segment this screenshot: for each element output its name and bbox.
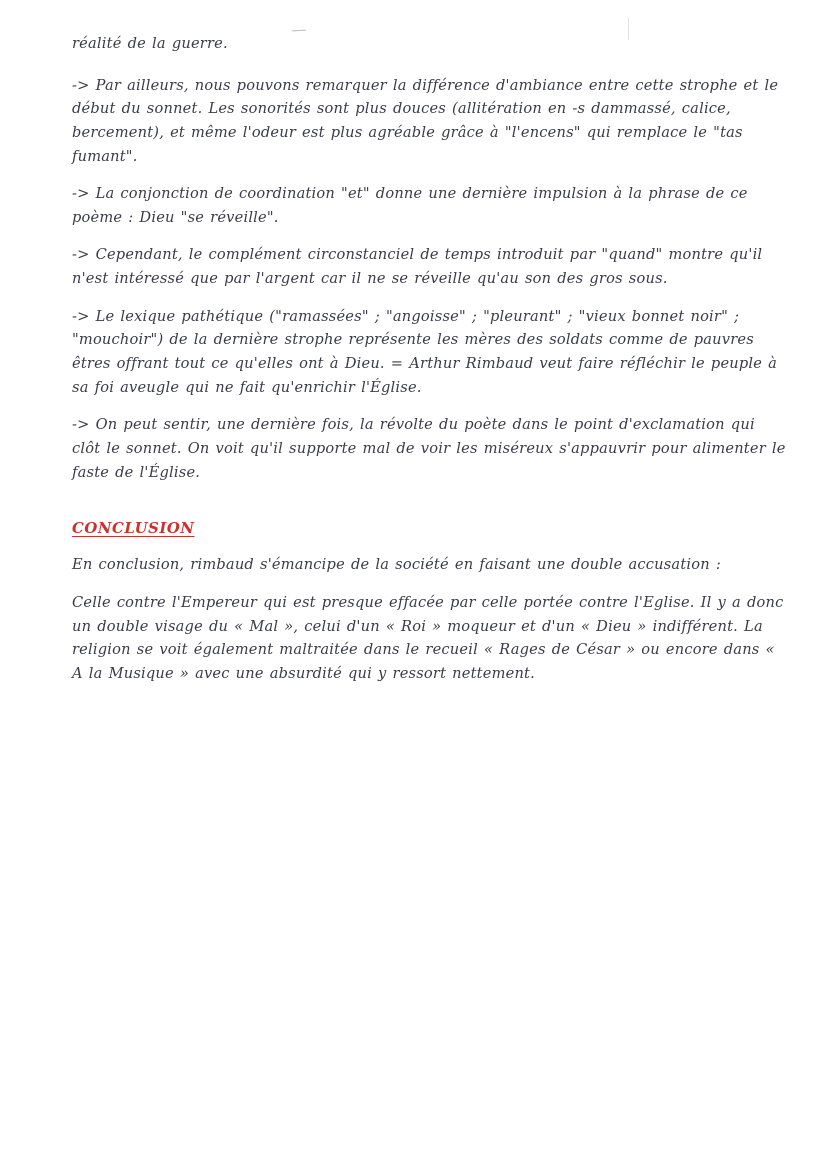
document-body: [72, 32, 788, 685]
conclusion-heading: CONCLUSION: [72, 520, 195, 538]
paragraph-conjonction: -> La conjonction de coordination "et" donne une dernière impulsion à la phrase de ce poème : Dieu "se réveille".: [72, 185, 748, 226]
paragraph-conclusion-body: Celle contre l'Empereur qui est presque effacée par celle portée contre l'Eglise. Il y a donc un double visage du « Mal », celui d'un « Roi » moqueur et d'un « Dieu » indifférent. La religion se voit également maltraitée dans le recueil « Rages de César » ou encore dans « A la Musique » avec une absurdité qui y ressort nettement.: [72, 593, 784, 682]
paragraph-par-ailleurs: -> Par ailleurs, nous pouvons remarquer la différence d'ambiance entre cette strophe et le début du sonnet. Les sonorités sont plus douces (allitération en -s dammassé, calice, bercement), et même l'odeur est plus agréable grâce à "l'encens" qui remplace le "tas fumant".: [72, 76, 779, 165]
conclusion-heading-row: [72, 498, 788, 553]
paragraph-on-peut-sentir: -> On peut sentir, une dernière fois, la révolte du poète dans le point d'exclamation qui clôt le sonnet. On voit qu'il supporte mal de voir les miséreux s'appauvrir pour alimenter le faste de l'Église.: [72, 416, 786, 481]
paragraph-conclusion-intro: En conclusion, rimbaud s'émancipe de la société en faisant une double accusation :: [72, 556, 721, 574]
stray-vertical-mark-icon: [628, 18, 629, 40]
paragraph-lexique-pathetique: -> Le lexique pathétique ("ramassées" ; "angoisse" ; "pleurant" ; "vieux bonnet noir" ; "mouchoir") de la dernière strophe représente les mères des soldats comme de pauvres êtres offrant tout ce qu'elles ont à Dieu. = Arthur Rimbaud veut faire réfléchir le peuple à sa foi aveugle qui ne fait qu'enrichir l'Église.: [72, 307, 778, 396]
paragraph-realite-guerre: réalité de la guerre.: [72, 35, 228, 52]
paragraph-cependant: -> Cependant, le complément circonstanciel de temps introduit par "quand" montre qu'il n'est intéressé que par l'argent car il ne se réveille qu'au son des gros sous.: [72, 246, 763, 288]
